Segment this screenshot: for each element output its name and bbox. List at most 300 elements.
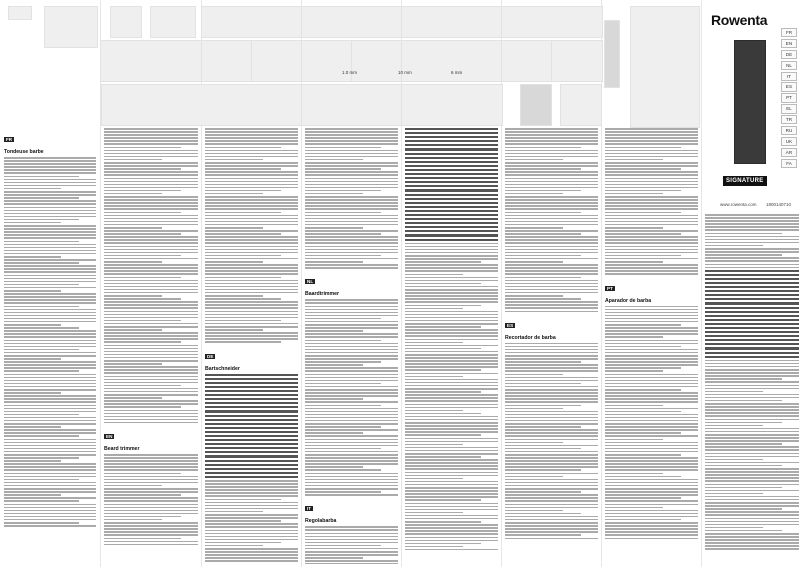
text-line bbox=[505, 528, 598, 530]
language-tabs bbox=[781, 28, 797, 170]
text-line bbox=[205, 533, 298, 535]
text-line bbox=[4, 398, 96, 400]
text-line bbox=[505, 352, 598, 354]
text-line bbox=[505, 143, 598, 145]
text-line bbox=[605, 137, 698, 139]
brand-logo: Rowenta bbox=[711, 12, 768, 28]
text-line bbox=[405, 493, 498, 495]
text-line bbox=[705, 290, 799, 292]
text-line bbox=[104, 295, 162, 297]
text-line bbox=[104, 134, 198, 136]
text-line bbox=[505, 159, 563, 161]
text-line bbox=[205, 435, 298, 437]
text-line bbox=[705, 381, 799, 383]
text-line bbox=[705, 327, 799, 329]
trimmer-parts-illustration bbox=[110, 6, 142, 38]
text-line bbox=[205, 464, 298, 466]
text-line bbox=[505, 538, 598, 540]
text-line bbox=[405, 252, 498, 254]
text-line bbox=[4, 271, 96, 273]
text-line bbox=[605, 497, 681, 499]
text-line bbox=[605, 312, 698, 314]
text-line bbox=[505, 469, 581, 471]
language-tab: TR bbox=[781, 115, 797, 124]
text-line bbox=[405, 173, 498, 175]
text-line bbox=[4, 293, 96, 295]
text-line bbox=[104, 196, 198, 198]
text-line bbox=[405, 308, 463, 310]
text-line bbox=[705, 533, 799, 535]
text-line bbox=[4, 330, 96, 332]
text-line bbox=[605, 507, 663, 509]
text-line bbox=[205, 261, 263, 263]
text-line bbox=[505, 479, 598, 481]
text-line bbox=[205, 227, 263, 229]
text-line bbox=[505, 252, 598, 254]
text-line bbox=[4, 451, 96, 453]
text-line bbox=[705, 391, 763, 393]
language-tab: DE bbox=[781, 50, 797, 59]
text-line bbox=[104, 270, 198, 272]
text-line bbox=[4, 525, 96, 527]
text-line bbox=[405, 503, 498, 505]
text-line bbox=[104, 403, 198, 405]
text-line bbox=[405, 326, 481, 328]
text-line bbox=[505, 242, 598, 244]
text-line bbox=[4, 448, 96, 450]
text-line bbox=[405, 546, 463, 548]
text-line bbox=[205, 548, 298, 550]
text-line bbox=[605, 435, 698, 437]
text-line bbox=[405, 410, 463, 412]
text-line bbox=[205, 539, 298, 541]
text-line bbox=[4, 466, 96, 468]
text-line bbox=[405, 351, 498, 353]
text-line bbox=[305, 533, 398, 535]
text-line bbox=[4, 380, 96, 382]
text-line bbox=[104, 413, 198, 415]
text-line bbox=[4, 476, 96, 478]
text-line bbox=[104, 463, 198, 465]
text-line bbox=[405, 144, 498, 146]
text-line bbox=[505, 445, 598, 447]
text-line bbox=[4, 439, 96, 441]
text-line bbox=[305, 181, 398, 183]
language-tab: IT bbox=[781, 72, 797, 81]
text-line bbox=[104, 227, 162, 229]
text-line bbox=[104, 298, 181, 300]
text-line bbox=[405, 230, 498, 232]
text-line bbox=[705, 465, 782, 467]
text-line bbox=[305, 264, 398, 266]
text-line bbox=[205, 542, 281, 544]
parts-list-illustration bbox=[150, 6, 196, 38]
blade-illustration bbox=[301, 84, 403, 126]
text-line bbox=[4, 417, 96, 419]
text-line bbox=[605, 401, 698, 403]
text-line bbox=[605, 239, 698, 241]
text-line bbox=[104, 131, 198, 133]
text-line bbox=[605, 143, 698, 145]
text-line bbox=[4, 250, 96, 252]
text-line bbox=[104, 233, 181, 235]
text-line bbox=[505, 286, 598, 288]
text-line bbox=[4, 241, 79, 243]
text-line bbox=[705, 294, 799, 296]
text-line bbox=[705, 319, 799, 321]
text-line bbox=[505, 473, 598, 475]
text-line bbox=[205, 486, 298, 488]
text-line bbox=[705, 223, 799, 225]
text-line bbox=[205, 374, 298, 376]
text-line bbox=[405, 527, 498, 529]
text-column-7 bbox=[605, 128, 698, 564]
text-line bbox=[205, 283, 298, 285]
text-line bbox=[205, 267, 298, 269]
text-line bbox=[605, 460, 698, 462]
text-line bbox=[505, 153, 598, 155]
text-line bbox=[305, 153, 398, 155]
text-line bbox=[605, 469, 698, 471]
text-line bbox=[4, 296, 96, 298]
text-line bbox=[705, 233, 782, 235]
text-line bbox=[205, 153, 298, 155]
text-line bbox=[505, 367, 598, 369]
text-line bbox=[505, 457, 598, 459]
text-line bbox=[605, 504, 698, 506]
text-line bbox=[605, 196, 698, 198]
text-line bbox=[705, 521, 799, 523]
text-line bbox=[4, 302, 96, 304]
text-line bbox=[605, 199, 698, 201]
text-line bbox=[405, 397, 498, 399]
text-line bbox=[205, 320, 281, 322]
text-line bbox=[405, 487, 498, 489]
text-line bbox=[305, 239, 398, 241]
text-line bbox=[205, 483, 298, 485]
text-line bbox=[104, 482, 198, 484]
text-line bbox=[4, 287, 96, 289]
text-line bbox=[605, 534, 698, 536]
text-line bbox=[505, 383, 581, 385]
text-line bbox=[505, 199, 598, 201]
text-line bbox=[505, 190, 581, 192]
text-line bbox=[405, 286, 498, 288]
text-line bbox=[4, 454, 96, 456]
text-line bbox=[104, 128, 198, 130]
text-line bbox=[205, 551, 298, 553]
text-line bbox=[705, 366, 799, 368]
text-line bbox=[705, 264, 799, 266]
text-line bbox=[104, 531, 198, 533]
text-line bbox=[605, 156, 698, 158]
text-line bbox=[205, 447, 298, 449]
text-line bbox=[605, 324, 681, 326]
text-line bbox=[405, 249, 498, 251]
text-line bbox=[505, 205, 598, 207]
illustration-step-2 bbox=[201, 40, 253, 82]
text-line bbox=[705, 220, 799, 222]
text-line bbox=[104, 488, 198, 490]
text-line bbox=[405, 506, 498, 508]
text-line bbox=[705, 394, 799, 396]
text-line bbox=[305, 333, 398, 335]
text-line bbox=[205, 427, 298, 429]
text-line bbox=[104, 202, 198, 204]
fold-line bbox=[701, 0, 702, 567]
language-tag: EN bbox=[106, 434, 113, 439]
text-line bbox=[605, 246, 698, 248]
text-line bbox=[605, 405, 663, 407]
text-line bbox=[4, 327, 79, 329]
text-line bbox=[605, 171, 698, 173]
text-line bbox=[104, 221, 198, 223]
text-line bbox=[4, 364, 96, 366]
text-line bbox=[4, 333, 96, 335]
text-line bbox=[405, 283, 481, 285]
text-line bbox=[405, 478, 463, 480]
text-line bbox=[505, 261, 563, 263]
illustration-top-4 bbox=[501, 6, 603, 38]
text-line bbox=[605, 439, 663, 441]
text-line bbox=[305, 302, 398, 304]
text-line bbox=[505, 420, 598, 422]
text-line bbox=[305, 150, 398, 152]
text-line bbox=[505, 292, 598, 294]
text-line bbox=[405, 524, 498, 526]
text-line bbox=[705, 356, 799, 358]
text-line bbox=[104, 171, 198, 173]
text-line bbox=[405, 509, 498, 511]
text-line bbox=[405, 317, 498, 319]
text-line bbox=[605, 273, 698, 275]
text-line bbox=[705, 425, 763, 427]
text-line bbox=[605, 321, 698, 323]
text-line bbox=[705, 286, 799, 288]
text-line bbox=[305, 196, 398, 198]
text-line bbox=[4, 259, 96, 261]
text-line bbox=[4, 361, 96, 363]
text-line bbox=[605, 488, 698, 490]
text-line bbox=[4, 469, 96, 471]
text-line bbox=[605, 463, 698, 465]
language-tab: NL bbox=[781, 61, 797, 70]
text-line bbox=[605, 258, 698, 260]
text-line bbox=[605, 168, 681, 170]
text-line bbox=[505, 221, 598, 223]
text-line bbox=[605, 531, 698, 533]
text-line bbox=[4, 420, 96, 422]
text-line bbox=[705, 251, 799, 253]
text-line bbox=[405, 388, 498, 390]
text-line bbox=[305, 224, 398, 226]
text-line bbox=[104, 341, 181, 343]
text-line bbox=[4, 172, 96, 174]
text-line bbox=[205, 508, 298, 510]
document-code: 1800140710 bbox=[766, 202, 792, 207]
text-line bbox=[405, 540, 498, 542]
text-line bbox=[305, 159, 363, 161]
text-line bbox=[405, 543, 481, 545]
language-tag: NL bbox=[307, 279, 314, 285]
text-line bbox=[104, 376, 198, 378]
text-line bbox=[104, 292, 198, 294]
text-line bbox=[205, 530, 298, 532]
text-line bbox=[205, 159, 263, 161]
text-line bbox=[205, 335, 298, 337]
text-line bbox=[205, 184, 298, 186]
text-line bbox=[705, 449, 799, 451]
text-line bbox=[305, 389, 398, 391]
text-line bbox=[605, 448, 698, 450]
text-line bbox=[505, 181, 598, 183]
trimmer-numbered-parts bbox=[630, 6, 700, 128]
text-line bbox=[605, 494, 698, 496]
text-line bbox=[505, 301, 598, 303]
text-line bbox=[4, 197, 79, 199]
text-line bbox=[405, 206, 498, 208]
text-line bbox=[205, 298, 281, 300]
text-line bbox=[104, 460, 198, 462]
text-line bbox=[305, 355, 398, 357]
text-line bbox=[205, 517, 298, 519]
text-line bbox=[104, 457, 198, 459]
text-line bbox=[4, 278, 96, 280]
illustration-step-3 bbox=[251, 40, 303, 82]
text-line bbox=[605, 454, 681, 456]
text-line bbox=[305, 445, 398, 447]
text-line bbox=[305, 174, 398, 176]
text-line bbox=[705, 484, 799, 486]
text-line bbox=[205, 460, 298, 462]
text-line bbox=[605, 358, 698, 360]
text-line bbox=[104, 181, 198, 183]
text-line bbox=[505, 408, 563, 410]
text-line bbox=[705, 369, 799, 371]
text-line bbox=[205, 394, 298, 396]
text-line bbox=[305, 364, 363, 366]
text-line bbox=[4, 315, 96, 317]
text-line bbox=[405, 222, 498, 224]
text-line bbox=[205, 230, 298, 232]
text-line bbox=[205, 221, 298, 223]
length-label: 10 mm bbox=[398, 70, 412, 75]
text-line bbox=[705, 453, 799, 455]
trimmer-side-illustration bbox=[604, 20, 620, 88]
text-line bbox=[705, 352, 799, 354]
oil-illustration bbox=[520, 84, 552, 126]
text-line bbox=[505, 289, 598, 291]
text-line bbox=[305, 491, 381, 493]
text-line bbox=[705, 443, 782, 445]
text-line bbox=[505, 171, 598, 173]
text-line bbox=[405, 472, 498, 474]
text-line bbox=[605, 134, 698, 136]
text-line bbox=[205, 249, 298, 251]
text-line bbox=[605, 485, 698, 487]
text-line bbox=[705, 282, 799, 284]
text-line bbox=[505, 534, 581, 536]
text-line bbox=[305, 563, 398, 564]
text-line bbox=[205, 252, 298, 254]
text-line bbox=[605, 528, 698, 530]
text-line bbox=[104, 261, 162, 263]
text-line bbox=[605, 500, 698, 502]
text-line bbox=[4, 377, 96, 379]
text-line bbox=[205, 480, 298, 482]
text-line bbox=[205, 286, 298, 288]
section-heading: Baardtrimmer bbox=[305, 291, 340, 298]
text-line bbox=[205, 386, 298, 388]
text-line bbox=[505, 497, 598, 499]
text-line bbox=[305, 411, 398, 413]
text-line bbox=[505, 307, 598, 309]
text-line bbox=[505, 463, 598, 465]
text-line bbox=[605, 510, 698, 512]
text-line bbox=[4, 411, 96, 413]
text-line bbox=[305, 168, 381, 170]
text-line bbox=[104, 354, 198, 356]
text-line bbox=[705, 545, 799, 547]
text-line bbox=[605, 513, 698, 515]
text-line bbox=[4, 395, 96, 397]
text-line bbox=[605, 370, 663, 372]
text-line bbox=[104, 199, 198, 201]
text-line bbox=[405, 332, 498, 334]
text-line bbox=[505, 417, 598, 419]
text-line bbox=[305, 131, 398, 133]
text-line bbox=[505, 358, 598, 360]
text-line bbox=[505, 510, 563, 512]
text-line bbox=[305, 451, 398, 453]
text-line bbox=[405, 335, 498, 337]
text-line bbox=[205, 202, 298, 204]
text-line bbox=[505, 283, 598, 285]
text-line bbox=[605, 491, 698, 493]
text-line bbox=[705, 412, 799, 414]
text-line bbox=[104, 230, 198, 232]
text-line bbox=[104, 289, 198, 291]
text-line bbox=[104, 335, 198, 337]
text-line bbox=[305, 479, 398, 481]
text-line bbox=[405, 255, 498, 257]
text-line bbox=[104, 363, 162, 365]
text-line bbox=[705, 440, 799, 442]
text-line bbox=[505, 218, 598, 220]
text-line bbox=[305, 429, 398, 431]
text-line bbox=[305, 352, 398, 354]
text-line bbox=[4, 386, 96, 388]
text-line bbox=[505, 454, 598, 456]
text-line bbox=[605, 395, 698, 397]
charging-specs-illustration bbox=[44, 6, 98, 48]
length-label: 1.0 mm bbox=[342, 70, 358, 75]
text-line bbox=[405, 177, 498, 179]
text-line bbox=[4, 216, 96, 218]
text-line bbox=[605, 306, 698, 308]
text-line bbox=[205, 212, 281, 214]
text-line bbox=[605, 522, 698, 524]
text-line bbox=[705, 360, 799, 362]
text-line bbox=[104, 320, 181, 322]
text-line bbox=[104, 454, 198, 456]
text-line bbox=[4, 234, 96, 236]
text-line bbox=[405, 258, 498, 260]
text-line bbox=[205, 492, 298, 494]
text-line bbox=[205, 137, 298, 139]
text-line bbox=[405, 490, 498, 492]
text-line bbox=[605, 349, 698, 351]
